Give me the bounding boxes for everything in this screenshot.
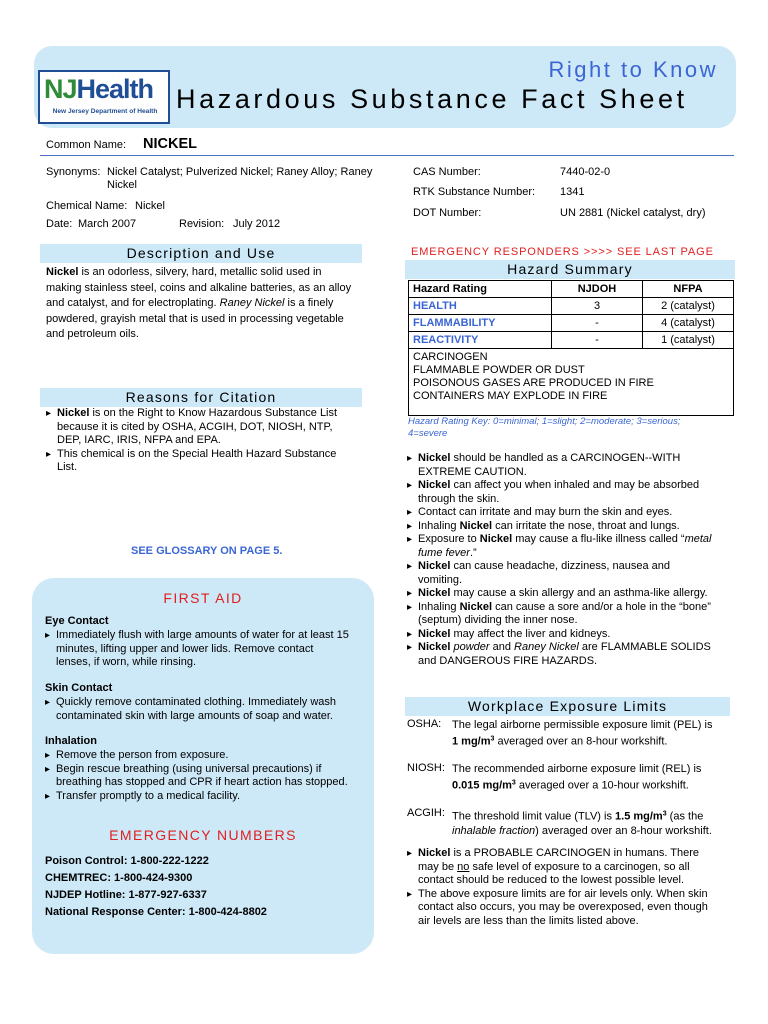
hazard-table bbox=[408, 280, 734, 416]
nfpa-value: 2 (catalyst) bbox=[643, 298, 734, 315]
description-heading: Description and Use bbox=[40, 244, 362, 263]
osha-label: OSHA: bbox=[407, 718, 442, 730]
exposure-notes-list bbox=[407, 847, 737, 928]
list-item: ▸ Begin rescue breathing (using universal precautions) if breathing has stopped and CPR if heart action has stopped. bbox=[45, 763, 370, 790]
national-response-center-number: National Response Center: 1-800-424-8802 bbox=[45, 906, 267, 918]
col-header-njdoh: NJDOH bbox=[552, 281, 643, 298]
rtk-value: 1341 bbox=[560, 186, 585, 198]
poison-control-number: Poison Control: 1-800-222-1222 bbox=[45, 855, 209, 867]
hazard-name: FLAMMABILITY bbox=[409, 315, 552, 332]
logo-health-text: Health bbox=[76, 74, 154, 104]
acgih-text: The threshold limit value (TLV) is 1.5 $mg/m^3$ (as the inhalable fraction) averaged over an 8-hour workshift. bbox=[452, 810, 712, 837]
revision-label: Revision: bbox=[179, 218, 225, 230]
emergency-responders-note: EMERGENCY RESPONDERS >>>> SEE LAST PAGE bbox=[411, 246, 714, 258]
nfpa-value: 4 (catalyst) bbox=[643, 315, 734, 332]
njdoh-value: - bbox=[552, 332, 643, 349]
niosh-text: The recommended airborne exposure limit (REL) is 0.015 $mg/m^3$ averaged over a 10-hour workshift. bbox=[452, 763, 702, 792]
right-to-know-title: Right to Know bbox=[548, 57, 718, 82]
list-item: ▸ Nickel can cause headache, dizziness, nausea and vomiting. bbox=[407, 560, 737, 587]
list-item: ▸ Inhaling Nickel can cause a sore and/or a hole in the “bone” (septum) dividing the inner nose. bbox=[407, 601, 737, 628]
list-item: ▸ Contact can irritate and may burn the skin and eyes. bbox=[407, 506, 737, 520]
hazard-name: REACTIVITY bbox=[409, 332, 552, 349]
emergency-numbers-list bbox=[45, 853, 267, 921]
chemical-name-label: Chemical Name: bbox=[46, 200, 128, 212]
list-item: ▸ The above exposure limits are for air levels only. When skin contact also occurs, you may be overexposed, even though air levels are less than the limits listed above. bbox=[407, 888, 737, 929]
col-header-nfpa: NFPA bbox=[643, 281, 734, 298]
hazard-bullet-list bbox=[407, 452, 737, 668]
date-value: March 2007 bbox=[78, 218, 137, 230]
list-item: ▸ Nickel is a PROBABLE CARCINOGEN in humans. There may be no safe level of exposure to a carcinogen, so all contact should be reduced to the lowest possible level. bbox=[407, 847, 737, 888]
eye-contact-heading: Eye Contact bbox=[45, 615, 109, 627]
hazard-summary-heading: Hazard Summary bbox=[405, 260, 735, 279]
niosh-label: NIOSH: bbox=[407, 762, 445, 774]
osha-text: The legal airborne permissible exposure limit (PEL) is 1 $mg/m^3$ averaged over an 8-hour workshift. bbox=[452, 719, 713, 748]
list-item: ▸ Immediately flush with large amounts of water for at least 15 minutes, lifting upper and lower lids. Remove contact lenses, if worn, while rinsing. bbox=[45, 629, 370, 670]
list-item: ▸ Nickel powder and Raney Nickel are FLAMMABLE SOLIDS and DANGEROUS FIRE HAZARDS. bbox=[407, 641, 737, 668]
skin-contact-heading: Skin Contact bbox=[45, 682, 113, 694]
table-row bbox=[409, 349, 734, 416]
list-item: ▸ Inhaling Nickel can irritate the nose, throat and lungs. bbox=[407, 520, 737, 534]
skin-contact-list bbox=[45, 696, 370, 723]
emergency-numbers-heading: EMERGENCY NUMBERS bbox=[109, 827, 297, 843]
common-name-label: Common Name: bbox=[46, 139, 127, 151]
exposure-limits-heading: Workplace Exposure Limits bbox=[405, 697, 730, 716]
njdoh-value: 3 bbox=[552, 298, 643, 315]
njdep-hotline-number: NJDEP Hotline: 1-877-927-6337 bbox=[45, 889, 207, 901]
list-item: ▸ Nickel should be handled as a CARCINOGEN--WITH EXTREME CAUTION. bbox=[407, 452, 737, 479]
table-row bbox=[409, 298, 734, 315]
nj-health-logo bbox=[38, 70, 170, 124]
cas-value: 7440-02-0 bbox=[560, 166, 611, 178]
divider bbox=[40, 155, 734, 156]
dot-value: UN 2881 (Nickel catalyst, dry) bbox=[560, 207, 706, 219]
list-item: ▸ Quickly remove contaminated clothing. Immediately wash contaminated skin with large amounts of soap and water. bbox=[45, 696, 370, 723]
list-item: ▸ Nickel may affect the liver and kidneys. bbox=[407, 628, 737, 642]
table-row bbox=[409, 315, 734, 332]
list-item: ▸ Remove the person from exposure. bbox=[45, 749, 370, 763]
citation-list bbox=[46, 407, 366, 475]
hazard-name: HEALTH bbox=[409, 298, 552, 315]
description-text: Nickel is an odorless, silvery, hard, metallic solid used in making stainless steel, coins and alkaline batteries, as an alloy and catalyst, and for electroplating. Raney Nickel is a finely powdered, grayish metal that is used in processing vegetable and petroleum oils. bbox=[46, 266, 352, 340]
list-item: ▸ Nickel is on the Right to Know Hazardous Substance List because it is cited by OSHA, ACGIH, DOT, NIOSH, NTP, DEP, IARC, IRIS, NFPA and EPA. bbox=[46, 407, 366, 448]
rtk-label: RTK Substance Number: bbox=[413, 186, 536, 198]
synonyms-value-line2: Nickel bbox=[107, 179, 137, 191]
first-aid-heading: FIRST AID bbox=[163, 590, 243, 606]
list-item: ▸ Transfer promptly to a medical facility. bbox=[45, 790, 370, 804]
list-item: ▸ Nickel may cause a skin allergy and an asthma-like allergy. bbox=[407, 587, 737, 601]
dot-label: DOT Number: bbox=[413, 207, 482, 219]
eye-contact-list bbox=[45, 629, 370, 670]
chemtrec-number: CHEMTREC: 1-800-424-9300 bbox=[45, 872, 193, 884]
glossary-link[interactable]: SEE GLOSSARY ON PAGE 5. bbox=[131, 545, 283, 557]
hazard-notes: CARCINOGEN FLAMMABLE POWDER OR DUST POISONOUS GASES ARE PRODUCED IN FIRE CONTAINERS MAY EXPLODE IN FIRE bbox=[409, 349, 734, 416]
synonyms-label: Synonyms: bbox=[46, 166, 101, 178]
hazard-rating-key: Hazard Rating Key: 0=minimal; 1=slight; 2=moderate; 3=serious; 4=severe bbox=[408, 416, 681, 439]
table-header-row bbox=[409, 281, 734, 298]
table-row bbox=[409, 332, 734, 349]
date-label: Date: bbox=[46, 218, 73, 230]
logo-nj-text: NJ bbox=[44, 74, 77, 104]
revision-value: July 2012 bbox=[233, 218, 281, 230]
list-item: ▸ Exposure to Nickel may cause a flu-like illness called “metal fume fever.” bbox=[407, 533, 737, 560]
nfpa-value: 1 (catalyst) bbox=[643, 332, 734, 349]
logo-subtitle: New Jersey Department of Health bbox=[52, 108, 158, 115]
acgih-label: ACGIH: bbox=[407, 807, 445, 819]
njdoh-value: - bbox=[552, 315, 643, 332]
page-title: Hazardous Substance Fact Sheet bbox=[176, 84, 688, 114]
cas-label: CAS Number: bbox=[413, 166, 481, 178]
citation-heading: Reasons for Citation bbox=[40, 388, 362, 407]
inhalation-list bbox=[45, 749, 370, 803]
col-header-hazard-rating: Hazard Rating bbox=[409, 281, 552, 298]
common-name-value: NICKEL bbox=[143, 136, 197, 152]
list-item: ▸ Nickel can affect you when inhaled and may be absorbed through the skin. bbox=[407, 479, 737, 506]
chemical-name-value: Nickel bbox=[135, 200, 165, 212]
list-item: ▸ This chemical is on the Special Health Hazard Substance List. bbox=[46, 448, 366, 475]
synonyms-value-line1: Nickel Catalyst; Pulverized Nickel; Raney Alloy; Raney bbox=[107, 166, 373, 178]
inhalation-heading: Inhalation bbox=[45, 735, 97, 747]
